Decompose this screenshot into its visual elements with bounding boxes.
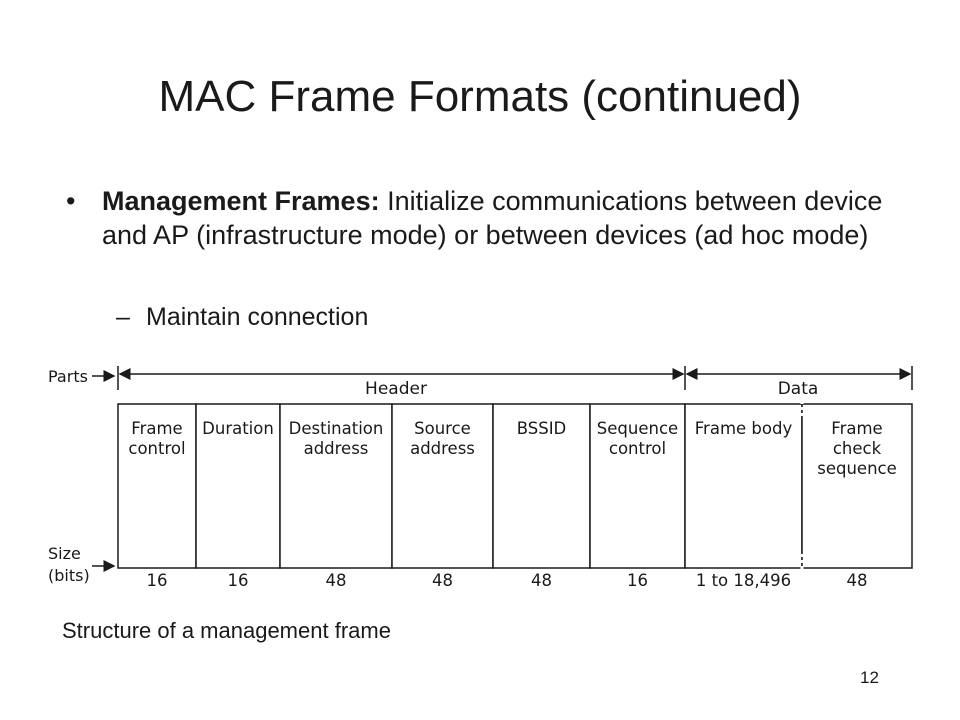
field-label-frame-control: Frame control bbox=[128, 419, 186, 458]
slide-number: 12 bbox=[860, 668, 879, 687]
sub-bullet-text: Maintain connection bbox=[146, 303, 369, 331]
figure-caption: Structure of a management frame bbox=[62, 618, 391, 643]
data-label: Data bbox=[777, 379, 819, 399]
field-label-sequence-control: Sequence control bbox=[596, 419, 679, 458]
field-size-bssid: 48 bbox=[531, 571, 552, 590]
field-label-source-address: Source address bbox=[410, 419, 475, 458]
bullet-marker: • bbox=[66, 186, 76, 216]
field-label-duration: Duration bbox=[202, 419, 274, 438]
field-size-destination-address: 48 bbox=[325, 571, 347, 590]
field-size-frame-body: 1 to 18,496 bbox=[695, 571, 792, 590]
parts-label: Parts bbox=[48, 367, 88, 386]
bullet-text bbox=[102, 184, 892, 252]
size-label-line2: (bits) bbox=[48, 566, 90, 585]
slide-title: MAC Frame Formats (continued) bbox=[158, 72, 802, 121]
field-label-frame-body: Frame body bbox=[694, 419, 793, 438]
field-size-duration: 16 bbox=[227, 571, 249, 590]
bullet-body: Initialize communications between device and AP (infrastructure mode) or between devices (ad hoc mode) bbox=[102, 186, 883, 250]
field-sizes bbox=[147, 571, 868, 590]
bullet-bold-label: Management Frames: bbox=[102, 186, 380, 216]
field-size-frame-control: 16 bbox=[146, 571, 168, 590]
field-boxes bbox=[118, 401, 912, 571]
field-label-frame-check-sequence: Frame check sequence bbox=[817, 419, 897, 478]
field-size-source-address: 48 bbox=[432, 571, 453, 590]
management-frame-diagram bbox=[0, 350, 960, 600]
field-size-frame-check-sequence: 48 bbox=[846, 571, 868, 590]
sub-bullet-marker: – bbox=[116, 303, 130, 331]
field-label-bssid: BSSID bbox=[516, 419, 567, 438]
field-label-destination-address: Destination address bbox=[288, 419, 384, 458]
size-label-line1: Size bbox=[48, 544, 81, 563]
header-label: Header bbox=[365, 379, 427, 399]
field-size-sequence-control: 16 bbox=[627, 571, 648, 590]
